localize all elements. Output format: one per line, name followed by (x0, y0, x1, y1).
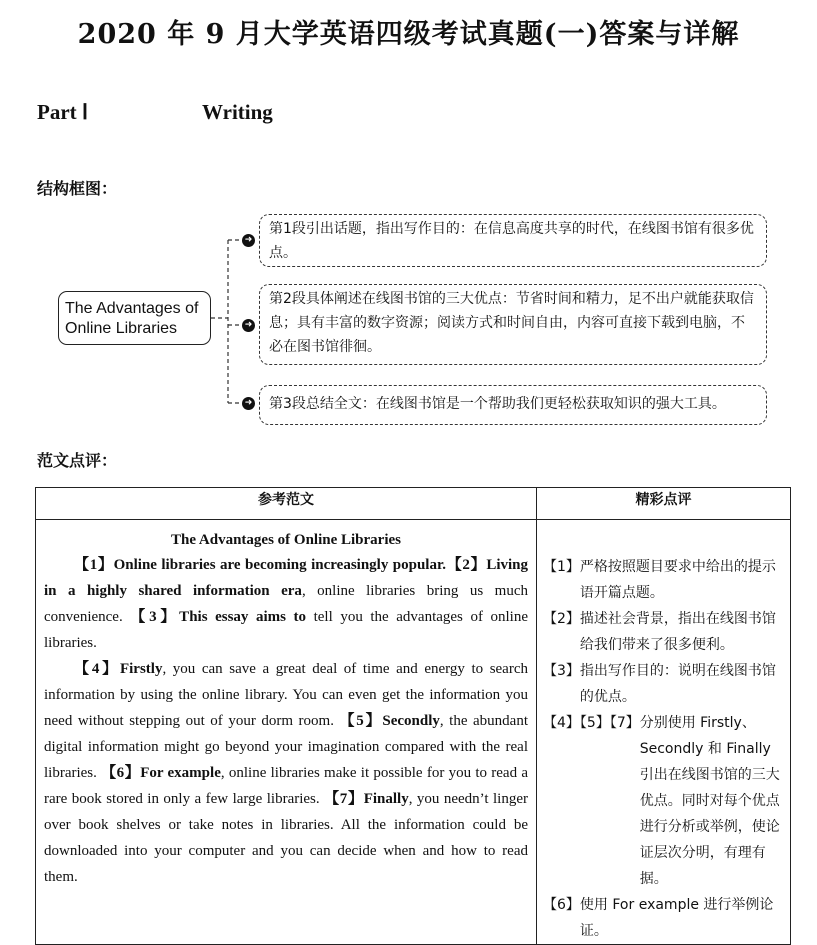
comment-item (543, 658, 786, 710)
comment-number: 【3】 (543, 663, 580, 679)
essay-marker-phrase: 【1】Online libraries are becoming increasingly popular. (74, 557, 447, 573)
essay-text: tell you the advantages of online libraries. (44, 609, 528, 651)
part-label: Part Ⅰ (37, 100, 89, 124)
essay-marker-phrase: 【3】This essay aims to (130, 609, 307, 625)
structure-branch-3: 第3段总结全文：在线图书馆是一个帮助我们更轻松获取知识的强大工具。 (259, 385, 767, 425)
essay-text: , the abundant digital information might go beyond your imagination compared with the real libraries. (44, 713, 529, 781)
arrow-right-icon: ➜ (242, 319, 255, 332)
essay-text: , you can save a great deal of time and energy to search information by using the online library. You can even get the information you need without stepping out of your dorm room. (44, 661, 528, 729)
essay-marker-phrase: 【2】Living in a highly shared information era (44, 557, 528, 599)
essay-marker-phrase: 【5】Secondly (339, 713, 440, 729)
arrow-right-icon: ➜ (242, 234, 255, 247)
comment-number: 【1】 (543, 559, 580, 575)
arrow-right-icon: ➜ (242, 397, 255, 410)
column-header-comment: 精彩点评 (537, 488, 791, 520)
review-table (35, 487, 791, 945)
review-heading: 范文点评： (37, 451, 118, 470)
comment-text: 指出写作目的：说明在线图书馆的优点。 (579, 663, 776, 705)
comment-item (543, 710, 786, 892)
structure-branch-1: 第1段引出话题，指出写作目的：在信息高度共享的时代，在线图书馆有很多优点。 (259, 214, 767, 267)
comment-text: 严格按照题目要求中给出的提示语开篇点题。 (579, 559, 776, 601)
essay-marker-phrase: 【7】Finally (324, 791, 409, 807)
essay-paragraph-1 (44, 552, 528, 656)
comment-number: 【4】【5】【7】 (543, 715, 640, 731)
structure-branch-2: 第2段具体阐述在线图书馆的三大优点：节省时间和精力，足不出户就能获取信息；具有丰富的数字资源；阅读方式和时间自由，内容可直接下载到电脑，不必在图书馆徘徊。 (259, 284, 767, 365)
comment-cell (537, 520, 791, 945)
essay-text: , you needn’t linger over book shelves or take notes in libraries. All the information could be downloaded into your computer and you can decide when and how to read them. (44, 791, 528, 885)
comment-text: 描述社会背景，指出在线图书馆给我们带来了很多便利。 (579, 611, 776, 653)
comment-number: 【6】 (543, 897, 580, 913)
comment-item (543, 554, 786, 606)
comment-text: 使用 For example 进行举例论证。 (579, 897, 774, 939)
essay-marker-phrase: 【6】For example (101, 765, 221, 781)
part-name: Writing (202, 100, 273, 124)
comment-number: 【2】 (543, 611, 580, 627)
essay-text: , online libraries bring us much convenience. (44, 583, 529, 625)
essay-paragraph-2 (44, 656, 528, 890)
essay-cell (36, 520, 537, 945)
essay-marker-phrase: 【4】Firstly (74, 661, 163, 677)
comment-item (543, 606, 786, 658)
comment-text: 分别使用 Firstly、Secondly 和 Finally 引出在线图书馆的三大优点。同时对每个优点进行分析或举例，使论证层次分明，有理有据。 (639, 715, 780, 887)
column-header-essay: 参考范文 (36, 488, 537, 520)
structure-heading: 结构框图： (37, 179, 118, 198)
comment-item (543, 892, 786, 944)
essay-title: The Advantages of Online Libraries (170, 532, 402, 548)
structure-main-topic: The Advantages of Online Libraries (58, 291, 211, 345)
essay-text: , online libraries make it possible for you to read a rare book stored in only a few large libraries. (44, 765, 529, 807)
page-title: 2020 年 9 月大学英语四级考试真题(一)答案与详解 (77, 19, 740, 50)
